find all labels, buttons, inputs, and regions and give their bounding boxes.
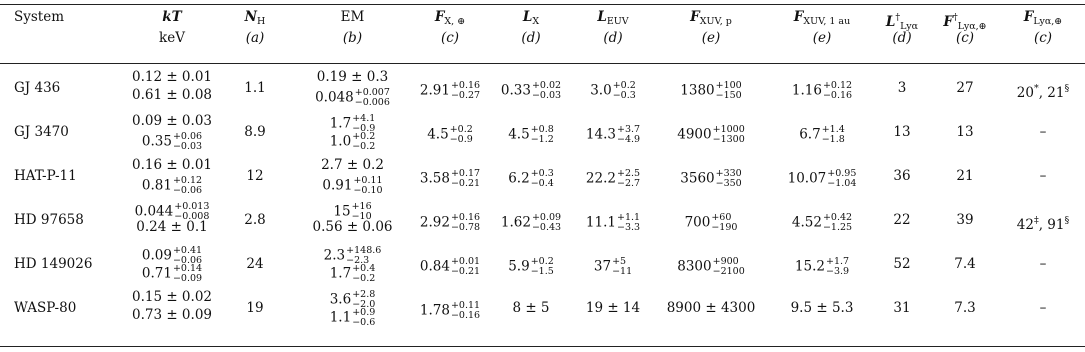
fx-value: 0.84 +0.01 −0.21 [419, 256, 481, 277]
top-rule [0, 4, 1085, 5]
header-kt: kT [162, 9, 182, 25]
kt-component-2: 0.35 +0.06 −0.03 [141, 131, 203, 152]
lx-value: 0.33 +0.02 −0.03 [500, 80, 562, 101]
header-lx-note: (d) [521, 30, 541, 46]
fxuv-1au-value: 6.7 +1.4 −1.8 [799, 124, 845, 145]
em-component-2: 1.1 +0.9 −0.6 [329, 307, 376, 328]
fxuv-1au-value: 4.52 +0.42 −1.25 [791, 212, 853, 233]
lx-value: 8 ± 5 [512, 300, 550, 316]
system-name: HAT-P-11 [14, 168, 77, 184]
flya-value: 27 [956, 80, 974, 96]
em-component-1: 2.3 +148.6 −2.3 [323, 245, 382, 266]
flya-value: 13 [956, 124, 974, 140]
leuv-value: 37 +5 −11 [593, 256, 633, 277]
llya-value: 22 [893, 212, 911, 228]
header-llya: $L^\dagger_{Ly\alpha}$ [885, 12, 919, 32]
em-component-1: 3.6 +2.8 −2.0 [329, 289, 376, 310]
em-component-2: 0.91 +0.11 −0.10 [322, 175, 383, 196]
flya-obs-value: 42‡, 91§ [1016, 215, 1070, 233]
header-llya-note: (d) [892, 30, 912, 46]
header-flya-obs: $F_{Ly\alpha,\oplus}$ [1023, 9, 1063, 27]
system-name: HD 149026 [14, 256, 93, 272]
lx-value: 1.62 +0.09 −0.43 [500, 212, 562, 233]
kt-component-2: 0.24 ± 0.1 [136, 219, 208, 235]
em-component-2: 1.0 +0.2 −0.2 [329, 131, 376, 152]
leuv-value: 22.2 +2.5 −2.7 [585, 168, 641, 189]
system-name: GJ 436 [14, 80, 61, 96]
system-name: GJ 3470 [14, 124, 69, 140]
header-rule [0, 63, 1085, 64]
em-component-1: 1.7 +4.1 −0.9 [329, 113, 376, 134]
system-name: WASP-80 [14, 300, 77, 316]
flya-value: 39 [956, 212, 974, 228]
kt-component-2: 0.61 ± 0.08 [131, 87, 212, 103]
fxuv-p-value: 8300 +900 −2100 [677, 256, 745, 277]
flya-value: 7.3 [954, 300, 976, 316]
llya-value: 13 [893, 124, 911, 140]
nh-value: 8.9 [244, 124, 266, 140]
lx-value: 6.2 +0.3 −0.4 [508, 168, 554, 189]
header-fxuv-p-note: (e) [701, 30, 721, 46]
fxuv-p-value: 700 +60 −190 [684, 212, 738, 233]
header-fxuv-1au-note: (e) [812, 30, 832, 46]
fx-value: 1.78 +0.11 −0.16 [419, 300, 481, 321]
nh-value: 19 [246, 300, 264, 316]
flya-value: 21 [956, 168, 974, 184]
em-component-2: 1.7 +0.4 −0.2 [329, 263, 376, 284]
flya-obs-value: – [1039, 256, 1047, 272]
header-fx: $F_{X, \oplus}$ [434, 9, 466, 27]
kt-component-1: 0.044 +0.013 −0.008 [134, 201, 210, 222]
fxuv-p-value: 8900 ± 4300 [666, 300, 756, 316]
header-em: EM [340, 9, 365, 25]
lx-value: 4.5 +0.8 −1.2 [508, 124, 554, 145]
header-em-note: (b) [342, 30, 363, 46]
kt-component-1: 0.15 ± 0.02 [131, 289, 212, 305]
header-flya: $F^\dagger_{Ly\alpha,\oplus}$ [943, 12, 987, 32]
fxuv-1au-value: 15.2 +1.7 −3.9 [794, 256, 850, 277]
nh-value: 2.8 [244, 212, 266, 228]
fxuv-p-value: 4900 +1000 −1300 [677, 124, 745, 145]
em-component-2: 0.56 ± 0.06 [312, 219, 393, 235]
header-fx-note: (c) [440, 30, 460, 46]
em-component-2: 0.048 +0.007 −0.006 [315, 87, 390, 108]
flya-value: 7.4 [954, 256, 976, 272]
bottom-rule [0, 346, 1085, 347]
fx-value: 2.92 +0.16 −0.78 [419, 212, 481, 233]
header-kt-unit: keV [159, 30, 185, 46]
system-name: HD 97658 [14, 212, 84, 228]
header-lx: $L_X$ [522, 9, 540, 27]
kt-component-1: 0.12 ± 0.01 [131, 69, 212, 85]
fxuv-1au-value: 1.16 +0.12 −0.16 [791, 80, 853, 101]
em-component-1: 2.7 ± 0.2 [321, 157, 384, 173]
header-fxuv-p: $F_{XUV, p}$ [690, 9, 732, 27]
nh-value: 12 [246, 168, 264, 184]
flya-obs-value: 20*, 21§ [1016, 83, 1070, 101]
header-leuv: $L_{EUV}$ [597, 9, 629, 27]
kt-component-2: 0.73 ± 0.09 [131, 307, 212, 323]
leuv-value: 19 ± 14 [585, 300, 641, 316]
kt-component-1: 0.09 +0.41 −0.06 [141, 245, 203, 266]
llya-value: 3 [897, 80, 907, 96]
kt-component-1: 0.16 ± 0.01 [131, 157, 212, 173]
header-nh: $N_H$ [244, 9, 266, 27]
fxuv-p-value: 3560 +330 −350 [680, 168, 742, 189]
flya-obs-value: – [1039, 300, 1047, 316]
kt-component-1: 0.09 ± 0.03 [131, 113, 212, 129]
header-flya-obs-note: (c) [1033, 30, 1053, 46]
em-component-1: 0.19 ± 0.3 [316, 69, 389, 85]
fx-value: 4.5 +0.2 −0.9 [427, 124, 473, 145]
kt-component-2: 0.71 +0.14 −0.09 [141, 263, 203, 284]
header-nh-note: (a) [245, 30, 265, 46]
leuv-value: 14.3 +3.7 −4.9 [585, 124, 641, 145]
fxuv-1au-value: 10.07 +0.95 −1.04 [787, 168, 857, 189]
flya-obs-value: – [1039, 124, 1047, 140]
lx-value: 5.9 +0.2 −1.5 [508, 256, 554, 277]
llya-value: 52 [893, 256, 911, 272]
header-fxuv-1au: $F_{XUV, 1 au}$ [793, 9, 851, 27]
flya-obs-value: – [1039, 168, 1047, 184]
header-flya-note: (c) [955, 30, 975, 46]
leuv-value: 3.0 +0.2 −0.3 [590, 80, 636, 101]
kt-component-2: 0.81 +0.12 −0.06 [141, 175, 203, 196]
llya-value: 31 [893, 300, 911, 316]
fx-value: 2.91 +0.16 −0.27 [419, 80, 481, 101]
fx-value: 3.58 +0.17 −0.21 [419, 168, 481, 189]
fxuv-p-value: 1380 +100 −150 [680, 80, 742, 101]
header-leuv-note: (d) [603, 30, 623, 46]
header-system: System [14, 9, 65, 25]
fxuv-1au-value: 9.5 ± 5.3 [790, 300, 854, 316]
em-component-1: 15 +16 −10 [333, 201, 372, 222]
leuv-value: 11.1 +1.1 −3.3 [585, 212, 641, 233]
nh-value: 1.1 [244, 80, 266, 96]
llya-value: 36 [893, 168, 911, 184]
nh-value: 24 [246, 256, 264, 272]
